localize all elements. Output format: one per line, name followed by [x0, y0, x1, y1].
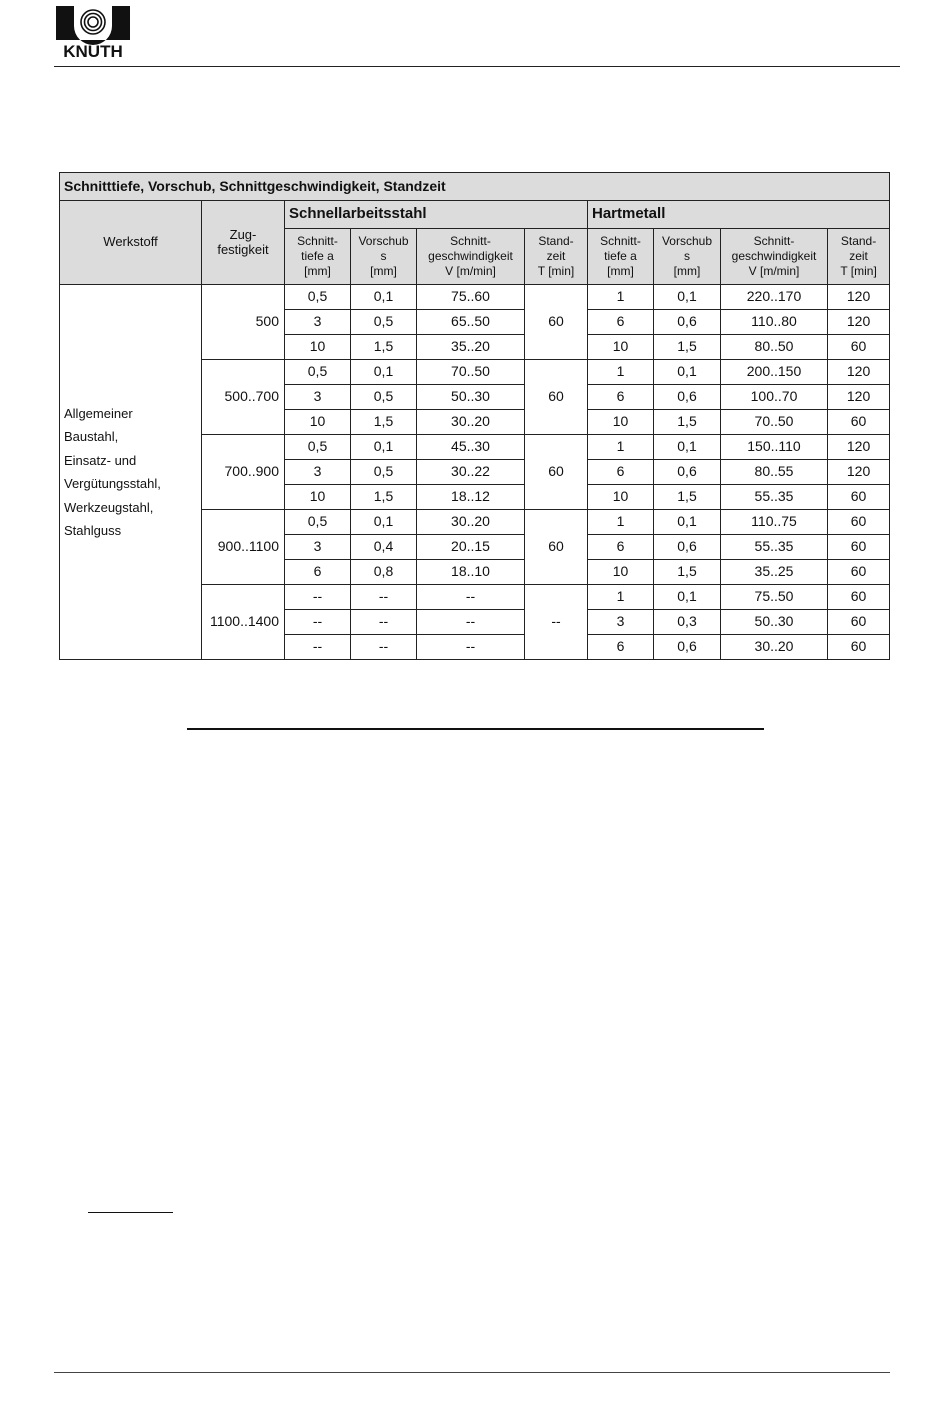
header-zug-line-2: festigkeit: [217, 241, 269, 257]
hm-schnitttiefe-cell: 10: [588, 485, 654, 510]
subheader-line: geschwindigkeit: [428, 249, 513, 263]
group-header-hartmetall: Hartmetall: [588, 201, 890, 229]
subheader-line: s: [380, 249, 387, 263]
hss-geschwindigkeit-cell: 30..22: [417, 460, 525, 485]
hss-vorschub-cell: 0,8: [351, 560, 417, 585]
hss-standzeit-cell: 60: [525, 510, 588, 585]
material-line: Allgemeiner: [64, 405, 133, 421]
hm-geschwindigkeit-cell: 80..50: [721, 335, 828, 360]
header-rule: [54, 66, 900, 67]
hm-geschwindigkeit-cell: 150..110: [721, 435, 828, 460]
hm-vorschub-cell: 0,1: [654, 585, 721, 610]
subheader-line: Schnitt-: [297, 234, 338, 248]
material-line: Einsatz- und: [64, 452, 137, 468]
material-line: Vergütungsstahl,: [64, 476, 161, 491]
hss-standzeit-cell: 60: [525, 435, 588, 510]
hss-schnitttiefe-cell: 10: [285, 485, 351, 510]
hss-geschwindigkeit-cell: 18..10: [417, 560, 525, 585]
hss-geschwindigkeit-cell: 65..50: [417, 310, 525, 335]
hm-vorschub-cell: 0,6: [654, 635, 721, 660]
hm-standzeit-cell: 60: [828, 535, 890, 560]
hm-schnitttiefe-cell: 1: [588, 585, 654, 610]
hm-vorschub-cell: 0,6: [654, 535, 721, 560]
hm-schnitttiefe-cell: 1: [588, 435, 654, 460]
hm-geschwindigkeit-cell: 50..30: [721, 610, 828, 635]
hss-schnitttiefe-cell: --: [285, 610, 351, 635]
hm-schnitttiefe-cell: 3: [588, 610, 654, 635]
hss-geschwindigkeit-cell: 20..15: [417, 535, 525, 560]
hss-geschwindigkeit-cell: --: [417, 585, 525, 610]
material-cell: [60, 285, 202, 660]
hss-vorschub-cell: 0,5: [351, 385, 417, 410]
hm-schnitttiefe-cell: 6: [588, 385, 654, 410]
hss-geschwindigkeit-cell: 30..20: [417, 510, 525, 535]
zugfestigkeit-cell: 1100..1400: [202, 585, 285, 660]
hm-vorschub-cell: 1,5: [654, 485, 721, 510]
footer-rule: [54, 1372, 890, 1373]
subheader-line: Schnitt-: [600, 234, 641, 248]
hm-geschwindigkeit-cell: 70..50: [721, 410, 828, 435]
subheader-hss-geschwindigkeit: [417, 229, 525, 285]
hm-vorschub-cell: 0,1: [654, 510, 721, 535]
subheader-line: Schnitt-: [753, 234, 795, 248]
subheader-line: [mm]: [370, 264, 397, 278]
hm-geschwindigkeit-cell: 100..70: [721, 385, 828, 410]
zugfestigkeit-cell: 500..700: [202, 360, 285, 435]
hm-geschwindigkeit-cell: 200..150: [721, 360, 828, 385]
subheader-line: V [m/min]: [445, 264, 496, 278]
hm-vorschub-cell: 0,1: [654, 285, 721, 310]
subheader-line: [mm]: [304, 264, 331, 278]
hm-vorschub-cell: 0,3: [654, 610, 721, 635]
subheader-line: zeit: [849, 249, 868, 263]
hss-vorschub-cell: 0,1: [351, 510, 417, 535]
subheader-line: zeit: [546, 249, 566, 263]
subheader-line: T [min]: [840, 264, 877, 278]
subheader-line: Vorschub: [358, 234, 409, 248]
subheader-hss-standzeit: [525, 229, 588, 285]
hss-geschwindigkeit-cell: 75..60: [417, 285, 525, 310]
hss-geschwindigkeit-cell: 30..20: [417, 410, 525, 435]
hm-geschwindigkeit-cell: 110..75: [721, 510, 828, 535]
hss-vorschub-cell: 0,5: [351, 460, 417, 485]
hss-vorschub-cell: 1,5: [351, 485, 417, 510]
subheader-hss-vorschub: [351, 229, 417, 285]
subheader-line: geschwindigkeit: [731, 249, 817, 263]
hm-standzeit-cell: 120: [828, 285, 890, 310]
hm-geschwindigkeit-cell: 110..80: [721, 310, 828, 335]
hm-standzeit-cell: 60: [828, 410, 890, 435]
subheader-hss-schnitttiefe: [285, 229, 351, 285]
subheader-line: tiefe a: [301, 249, 334, 263]
table-row: [60, 285, 890, 310]
hss-geschwindigkeit-cell: 70..50: [417, 360, 525, 385]
hss-vorschub-cell: 0,4: [351, 535, 417, 560]
hm-vorschub-cell: 1,5: [654, 335, 721, 360]
zugfestigkeit-cell: 500: [202, 285, 285, 360]
hss-schnitttiefe-cell: 0,5: [285, 285, 351, 310]
hss-schnitttiefe-cell: 10: [285, 335, 351, 360]
separator-rule: [187, 728, 764, 730]
hss-geschwindigkeit-cell: --: [417, 610, 525, 635]
subheader-hm-vorschub: [654, 229, 721, 285]
hm-standzeit-cell: 60: [828, 560, 890, 585]
cutting-data-table: [59, 172, 890, 660]
subheader-line: V [m/min]: [748, 264, 800, 278]
hss-schnitttiefe-cell: 0,5: [285, 510, 351, 535]
hm-geschwindigkeit-cell: 75..50: [721, 585, 828, 610]
hm-standzeit-cell: 60: [828, 335, 890, 360]
hss-geschwindigkeit-cell: 35..20: [417, 335, 525, 360]
hss-vorschub-cell: --: [351, 585, 417, 610]
hss-vorschub-cell: --: [351, 610, 417, 635]
hss-geschwindigkeit-cell: 45..30: [417, 435, 525, 460]
hss-vorschub-cell: 1,5: [351, 410, 417, 435]
hm-geschwindigkeit-cell: 220..170: [721, 285, 828, 310]
note-underline: [88, 1212, 173, 1213]
hm-geschwindigkeit-cell: 55..35: [721, 535, 828, 560]
hm-schnitttiefe-cell: 6: [588, 635, 654, 660]
hm-schnitttiefe-cell: 1: [588, 360, 654, 385]
hss-vorschub-cell: 0,1: [351, 360, 417, 385]
hm-standzeit-cell: 60: [828, 610, 890, 635]
table-title: Schnitttiefe, Vorschub, Schnittgeschwindigkeit, Standzeit: [60, 173, 890, 201]
header-zugfestigkeit: [202, 201, 285, 285]
hm-standzeit-cell: 60: [828, 485, 890, 510]
hss-vorschub-cell: 0,1: [351, 435, 417, 460]
hm-standzeit-cell: 120: [828, 435, 890, 460]
hm-schnitttiefe-cell: 6: [588, 310, 654, 335]
subheader-line: Stand-: [538, 234, 574, 248]
header-zug-line-1: Zug-: [229, 227, 257, 243]
hss-schnitttiefe-cell: 0,5: [285, 360, 351, 385]
hm-schnitttiefe-cell: 10: [588, 410, 654, 435]
material-line: Stahlguss: [64, 523, 122, 538]
subheader-line: Stand-: [840, 234, 877, 248]
hm-schnitttiefe-cell: 10: [588, 335, 654, 360]
hm-standzeit-cell: 60: [828, 585, 890, 610]
hss-vorschub-cell: --: [351, 635, 417, 660]
hm-standzeit-cell: 60: [828, 635, 890, 660]
hss-schnitttiefe-cell: 0,5: [285, 435, 351, 460]
hm-vorschub-cell: 1,5: [654, 560, 721, 585]
hm-standzeit-cell: 60: [828, 510, 890, 535]
hm-schnitttiefe-cell: 1: [588, 510, 654, 535]
subheader-line: T [min]: [537, 264, 575, 278]
subheader-line: Schnitt-: [450, 234, 491, 248]
subheader-line: [mm]: [607, 264, 634, 278]
hss-schnitttiefe-cell: 3: [285, 535, 351, 560]
hss-schnitttiefe-cell: 3: [285, 385, 351, 410]
hm-schnitttiefe-cell: 6: [588, 460, 654, 485]
hss-geschwindigkeit-cell: 50..30: [417, 385, 525, 410]
hm-geschwindigkeit-cell: 80..55: [721, 460, 828, 485]
hss-geschwindigkeit-cell: 18..12: [417, 485, 525, 510]
hm-standzeit-cell: 120: [828, 385, 890, 410]
hss-standzeit-cell: 60: [525, 285, 588, 360]
hss-vorschub-cell: 0,5: [351, 310, 417, 335]
hm-geschwindigkeit-cell: 35..25: [721, 560, 828, 585]
hm-standzeit-cell: 120: [828, 310, 890, 335]
subheader-line: tiefe a: [604, 249, 637, 263]
hm-schnitttiefe-cell: 10: [588, 560, 654, 585]
subheader-hm-standzeit: [828, 229, 890, 285]
subheader-line: Vorschub: [661, 234, 713, 248]
subheader-line: s: [684, 249, 690, 263]
zugfestigkeit-cell: 700..900: [202, 435, 285, 510]
logo-text: KNUTH: [63, 42, 123, 60]
zugfestigkeit-cell: 900..1100: [202, 510, 285, 585]
hm-vorschub-cell: 0,6: [654, 310, 721, 335]
hm-schnitttiefe-cell: 1: [588, 285, 654, 310]
header-werkstoff: Werkstoff: [60, 201, 202, 285]
hss-schnitttiefe-cell: 3: [285, 310, 351, 335]
hm-vorschub-cell: 0,1: [654, 360, 721, 385]
hss-schnitttiefe-cell: 6: [285, 560, 351, 585]
hm-schnitttiefe-cell: 6: [588, 535, 654, 560]
hm-vorschub-cell: 0,6: [654, 385, 721, 410]
hss-geschwindigkeit-cell: --: [417, 635, 525, 660]
hss-schnitttiefe-cell: 3: [285, 460, 351, 485]
hm-vorschub-cell: 0,1: [654, 435, 721, 460]
hm-geschwindigkeit-cell: 55..35: [721, 485, 828, 510]
hm-standzeit-cell: 120: [828, 460, 890, 485]
hss-standzeit-cell: 60: [525, 360, 588, 435]
hss-standzeit-cell: --: [525, 585, 588, 660]
hss-vorschub-cell: 1,5: [351, 335, 417, 360]
hm-vorschub-cell: 0,6: [654, 460, 721, 485]
subheader-hm-geschwindigkeit: [721, 229, 828, 285]
hm-geschwindigkeit-cell: 30..20: [721, 635, 828, 660]
hss-schnitttiefe-cell: 10: [285, 410, 351, 435]
subheader-line: [mm]: [673, 264, 701, 278]
hm-vorschub-cell: 1,5: [654, 410, 721, 435]
group-header-hss: Schnellarbeitsstahl: [285, 201, 588, 229]
hss-schnitttiefe-cell: --: [285, 585, 351, 610]
subheader-hm-schnitttiefe: [588, 229, 654, 285]
knuth-logo: [54, 4, 132, 60]
material-line: Werkzeugstahl,: [64, 499, 154, 515]
hss-schnitttiefe-cell: --: [285, 635, 351, 660]
hm-standzeit-cell: 120: [828, 360, 890, 385]
hss-vorschub-cell: 0,1: [351, 285, 417, 310]
material-line: Baustahl,: [64, 429, 119, 444]
